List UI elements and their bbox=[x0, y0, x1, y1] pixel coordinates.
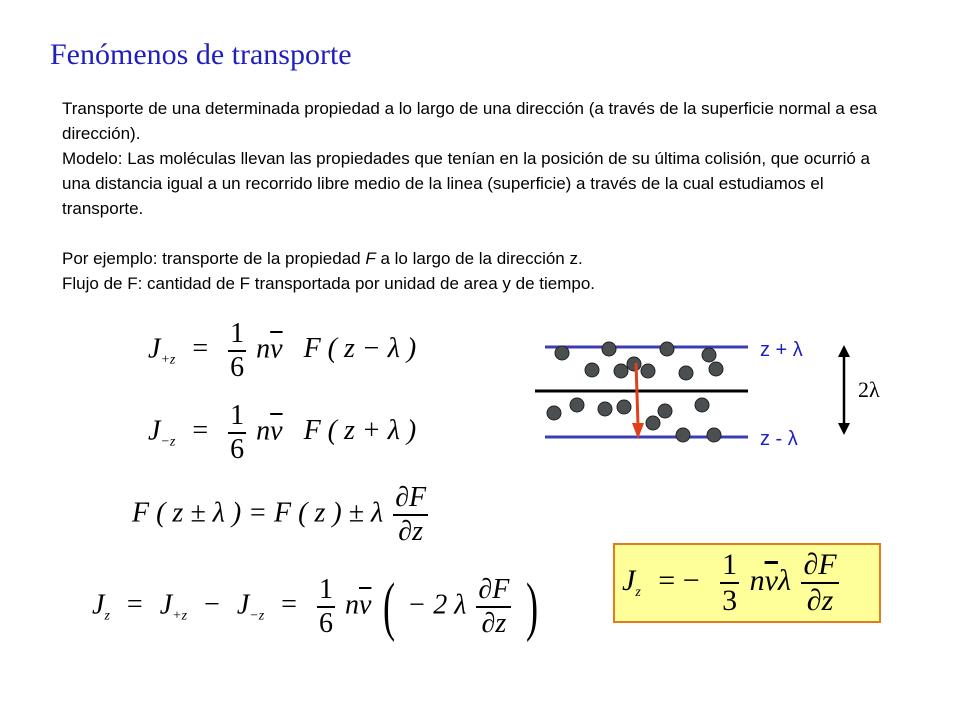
mean-free-path-arrow bbox=[636, 363, 638, 425]
molecule bbox=[617, 400, 631, 414]
molecule bbox=[702, 348, 716, 362]
equation-j-minus: $J_{-z}$ = $\frac{1}{6}$ $n\overline{v}$ F ( z + λ ) bbox=[148, 400, 417, 465]
derivative-fraction: $\frac{\partial F}{\partial z}$ bbox=[803, 548, 837, 617]
molecule bbox=[676, 428, 690, 442]
molecule bbox=[707, 428, 721, 442]
left-paren: ( bbox=[383, 570, 396, 643]
equation-j-plus: $J_{+z}$ = $\frac{1}{6}$ $n\overline{v}$ F ( z − λ ) bbox=[148, 318, 417, 383]
molecule bbox=[547, 406, 561, 420]
molecule bbox=[646, 416, 660, 430]
paragraph-model: Modelo: Las moléculas llevan las propiedades que tenían en la posición de su última colisión, que ocurrió a una distancia igual a un recorrido libre medio de la linea (superficie) a través de la cual estudiamos el transporte. bbox=[62, 149, 870, 218]
equation-net-flux: $J_z = J_{+z} - J_{-z}$ = $\frac{1}{6}$ $n\overline{v}$ ( − 2 λ $\frac{\partial F}{\partial z}$ ) bbox=[92, 570, 539, 643]
molecule bbox=[570, 398, 584, 412]
span-arrow-top-head bbox=[838, 345, 850, 357]
molecule bbox=[585, 363, 599, 377]
equation-result: $J_z$ = − $\frac{1}{3}$ $n\overline{v}\lambda$ $\frac{\partial F}{\partial z}$ bbox=[622, 548, 837, 617]
derivative-fraction: $\frac{\partial F}{\partial z}$ bbox=[395, 482, 427, 547]
molecule bbox=[679, 366, 693, 380]
molecule bbox=[660, 342, 674, 356]
molecule bbox=[627, 357, 641, 371]
molecule bbox=[555, 346, 569, 360]
paragraph-example: Por ejemplo: transporte de la propiedad F a lo largo de la dirección z. bbox=[62, 249, 583, 268]
right-paren: ) bbox=[526, 570, 539, 643]
fraction: $\frac{1}{6}$ bbox=[230, 400, 245, 465]
label-z-minus-lambda: z - λ bbox=[760, 428, 798, 445]
paragraph-definition: Transporte de una determinada propiedad a lo largo de una dirección (a través de la superficie normal a esa dirección). bbox=[62, 99, 877, 143]
molecule bbox=[598, 402, 612, 416]
span-arrow-bottom-head bbox=[838, 423, 850, 435]
paragraph-flux: Flujo de F: cantidad de F transportada por unidad de area y de tiempo. bbox=[62, 274, 595, 293]
molecule bbox=[695, 398, 709, 412]
fraction: $\frac{1}{3}$ bbox=[722, 548, 738, 617]
derivative-fraction: $\frac{\partial F}{\partial z}$ bbox=[478, 574, 510, 639]
fraction: $\frac{1}{6}$ bbox=[318, 574, 333, 639]
fraction: $\frac{1}{6}$ bbox=[230, 318, 245, 383]
molecule bbox=[614, 364, 628, 378]
molecule bbox=[602, 342, 616, 356]
label-z-plus-lambda: z + λ bbox=[760, 339, 803, 361]
equation-taylor: F ( z ± λ ) = F ( z ) ± λ $\frac{\partial F}{\partial z}$ bbox=[132, 482, 427, 547]
page-title: Fenómenos de transporte bbox=[50, 38, 352, 71]
molecule bbox=[641, 364, 655, 378]
molecule-diagram bbox=[530, 325, 910, 445]
label-two-lambda: 2λ bbox=[858, 377, 880, 402]
molecule bbox=[709, 362, 723, 376]
molecule bbox=[658, 404, 672, 418]
